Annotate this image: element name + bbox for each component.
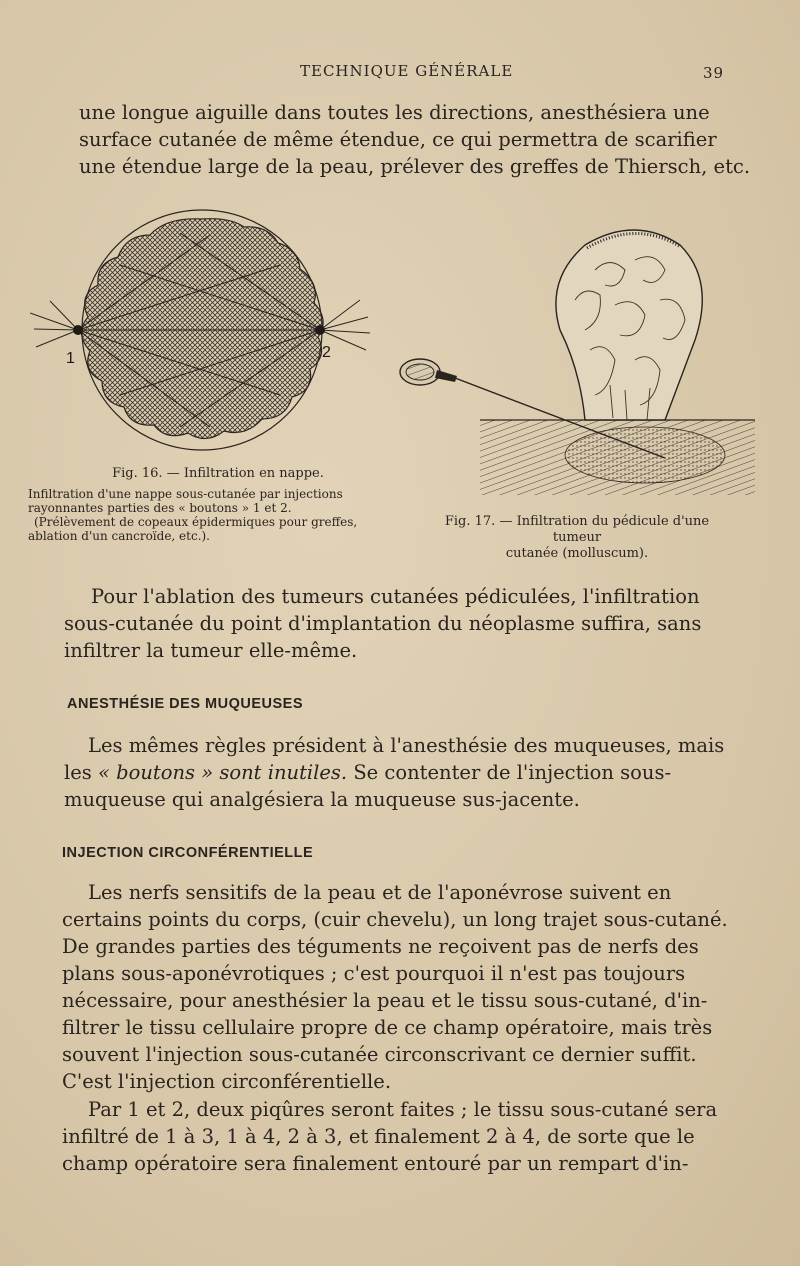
italic-fragment: sont inutiles. bbox=[213, 761, 348, 784]
caption-line: Fig. 17. — Infiltration du pédicule d'une tumeur bbox=[444, 514, 710, 545]
figure-label-2: 2 bbox=[322, 344, 331, 361]
text-line: infiltrer la tumeur elle-même. bbox=[64, 639, 358, 662]
section-heading-muqueuses: ANESTHÉSIE DES MUQUEUSES bbox=[67, 696, 303, 712]
running-title: TECHNIQUE GÉNÉRALE bbox=[300, 62, 514, 80]
text-line: C'est l'injection circonférentielle. bbox=[62, 1070, 392, 1093]
text-line: Les nerfs sensitifs de la peau et de l'aponévrose suivent en bbox=[88, 881, 672, 904]
text-line: Les mêmes règles président à l'anesthésie des muqueuses, mais bbox=[88, 734, 725, 757]
figure-label-1: 1 bbox=[66, 350, 75, 367]
injection-point-1 bbox=[73, 325, 83, 335]
molluscum-tumour bbox=[556, 230, 702, 420]
text-line: sous-cutanée du point d'implantation du néoplasme suffira, sans bbox=[64, 612, 702, 635]
figure-16-caption bbox=[28, 467, 368, 543]
injection-point-2 bbox=[315, 325, 325, 335]
text-line bbox=[64, 759, 706, 786]
caption-line: cutanée (molluscum). bbox=[505, 546, 649, 561]
caption-line: rayonnantes parties des « boutons » 1 et 2. bbox=[28, 501, 292, 515]
infiltration-zone bbox=[565, 427, 725, 483]
text-line: Pour l'ablation des tumeurs cutanées pédiculées, l'infiltration bbox=[91, 585, 700, 608]
paragraph-continuation bbox=[79, 99, 751, 180]
text-line: filtrer le tissu cellulaire propre de ce champ opératoire, mais très bbox=[62, 1016, 713, 1039]
figure-17-caption bbox=[422, 514, 732, 562]
paragraph-piqures bbox=[62, 1096, 718, 1177]
text-line: certains points du corps, (cuir chevelu), un long trajet sous-cutané. bbox=[62, 908, 728, 931]
text-line: Par 1 et 2, deux piqûres seront faites ; le tissu sous-cutané sera bbox=[88, 1098, 718, 1121]
section-heading-circonferentielle: INJECTION CIRCONFÉRENTIELLE bbox=[62, 845, 314, 861]
text-line: De grandes parties des téguments ne reçoivent pas de nerfs des bbox=[62, 935, 699, 958]
caption-line: (Prélèvement de copeaux épidermiques pour greffes, bbox=[34, 515, 358, 529]
caption-line: ablation d'un cancroïde, etc.). bbox=[28, 529, 210, 543]
infiltrated-area bbox=[81, 219, 323, 439]
figure-16-title: Fig. 16. — Infiltration en nappe. bbox=[112, 466, 324, 481]
text-fragment: les bbox=[64, 761, 98, 784]
text-line: souvent l'injection sous-cutanée circonscrivant ce dernier suffit. bbox=[62, 1043, 697, 1066]
paragraph-nerfs bbox=[62, 879, 728, 1095]
text-line: surface cutanée de même étendue, ce qui permettra de scarifier bbox=[79, 128, 717, 151]
figure-17-illustration bbox=[395, 220, 760, 505]
paragraph-tumours bbox=[64, 583, 708, 664]
text-fragment: Se contenter de l'injection sous- bbox=[347, 761, 672, 784]
text-line: plans sous-aponévrotiques ; c'est pourquoi il n'est pas toujours bbox=[62, 962, 686, 985]
text-line: infiltré de 1 à 3, 1 à 4, 2 à 3, et finalement 2 à 4, de sorte que le bbox=[62, 1125, 695, 1148]
italic-fragment: « boutons » bbox=[97, 761, 214, 784]
text-line: une longue aiguille dans toutes les directions, anesthésiera une bbox=[79, 101, 710, 124]
text-line: nécessaire, pour anesthésier la peau et le tissu sous-cutané, d'in- bbox=[62, 989, 708, 1012]
caption-line: Infiltration d'une nappe sous-cutanée par injections bbox=[28, 487, 343, 501]
figure-16-illustration bbox=[30, 205, 375, 460]
page-number: 39 bbox=[703, 64, 725, 82]
text-line: champ opératoire sera finalement entouré par un rempart d'in- bbox=[62, 1152, 689, 1175]
text-line: muqueuse qui analgésiera la muqueuse sus-jacente. bbox=[64, 788, 580, 811]
paragraph-muqueuses bbox=[64, 732, 725, 813]
running-header bbox=[0, 62, 800, 86]
text-line: une étendue large de la peau, prélever des greffes de Thiersch, etc. bbox=[79, 155, 751, 178]
